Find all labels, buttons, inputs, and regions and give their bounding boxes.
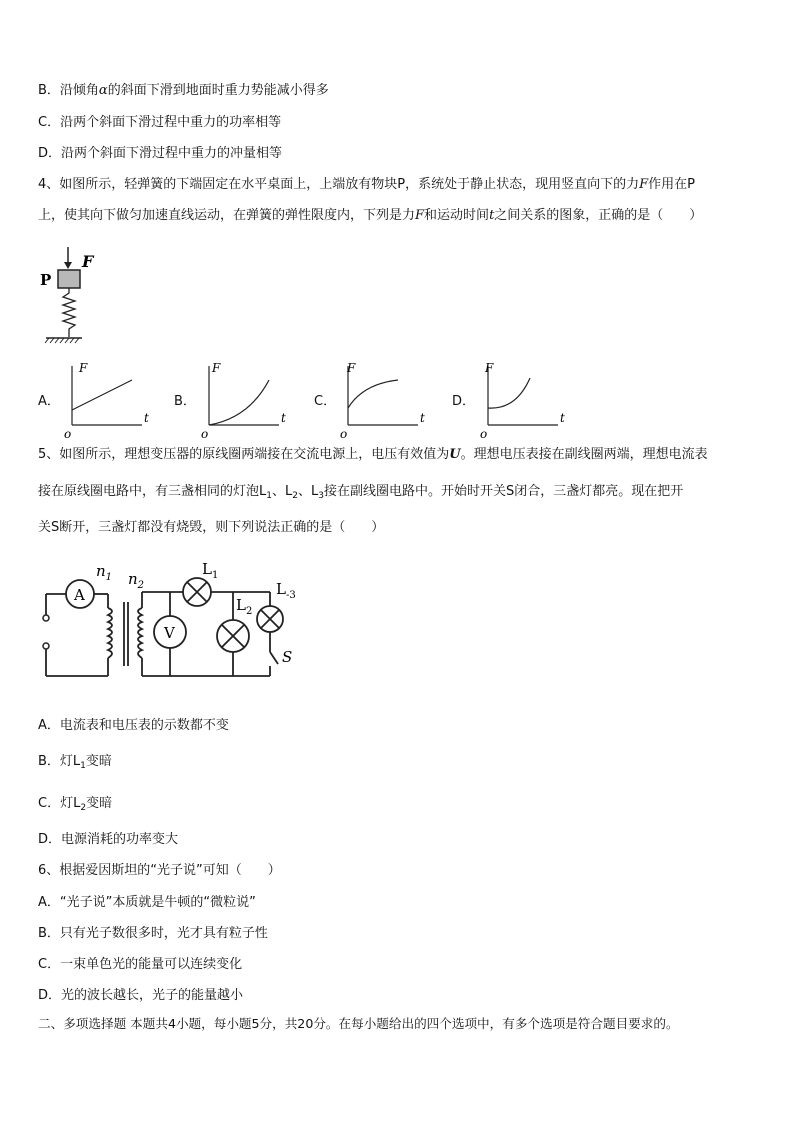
q5-stem-line1: 5、如图所示，理想变压器的原线圈两端接在交流电源上，电压有效值为U。理想电压表接在副线圈两端，理想电流表: [38, 447, 708, 462]
q5-stem-line3: 关S断开，三盏灯都没有烧毁，则下列说法正确的是（ ）: [38, 520, 385, 535]
section-2-heading: 二、多项选择题 本题共4小题，每小题5分，共20分。在每小题给出的四个选项中，有多个选项是符合题目要求的。: [38, 1016, 679, 1031]
block-label-p: P: [40, 271, 52, 289]
q4-graph-d: [478, 360, 578, 440]
q6-stem: 6、根据爱因斯坦的“光子说”可知（ ）: [38, 863, 281, 878]
q5-option-c: C．灯$L_2$变暗: [38, 796, 113, 813]
q5-option-b: B．灯$L_1$变暗: [38, 754, 112, 771]
q6-option-a: A．“光子说”本质就是牛顿的“微粒说”: [38, 895, 256, 910]
svg-text:n1: $n_1$: [96, 562, 113, 583]
svg-text:L1: $L_1$: [202, 560, 219, 581]
q5-option-d: D．电源消耗的功率变大: [38, 832, 179, 847]
q4-option-a-label: A．: [38, 394, 60, 409]
block-p: [58, 270, 80, 288]
q6-option-b: B．只有光子数很多时，光才具有粒子性: [38, 926, 268, 941]
q4-option-d-label: D．: [452, 394, 476, 409]
q4-graph-c: [338, 360, 438, 440]
svg-text:V: V: [164, 624, 175, 642]
svg-text:o: o: [201, 427, 209, 441]
lamp-l3: [257, 606, 283, 632]
q4-option-b-label: B．: [174, 394, 196, 409]
svg-text:F: F: [79, 361, 88, 375]
q5-stem-line2: 接在原线圈电路中，有三盏相同的灯泡$L_1$、$L_2$、$L_3$接在副线圈电路中。开始时开关S闭合，三盏灯都亮。现在把开: [38, 484, 684, 501]
svg-text:t: t: [144, 411, 149, 425]
svg-text:L-3: $L_{-3}$: [276, 580, 296, 601]
q4-graph-a: [62, 360, 162, 440]
q5-option-a: A．电流表和电压表的示数都不变: [38, 718, 229, 733]
svg-text:F: F: [212, 361, 221, 375]
q3-option-b: B．沿倾角α的斜面下滑到地面时重力势能减小得多: [38, 83, 329, 98]
q6-option-c: C．一束单色光的能量可以连续变化: [38, 957, 243, 972]
q3-option-c: C．沿两个斜面下滑过程中重力的功率相等: [38, 115, 282, 130]
graph-b-curve: [209, 380, 269, 425]
switch-s: [270, 652, 278, 664]
svg-text:n2: $n_2$: [128, 570, 145, 591]
svg-text:t: t: [281, 411, 286, 425]
spring-block-figure: [36, 245, 106, 350]
q6-option-d: D．光的波长越长，光子的能量越小: [38, 988, 244, 1003]
svg-text:F: F: [485, 361, 494, 375]
q4-stem-line2: 上，使其向下做匀加速直线运动，在弹簧的弹性限度内，下列是力F和运动时间t之间关系的图象，正确的是（ ）: [38, 208, 703, 223]
secondary-coil: [138, 608, 142, 658]
svg-text:A: A: [74, 586, 85, 604]
svg-text:L2: $L_2$: [236, 596, 253, 617]
svg-text:o: o: [480, 427, 488, 441]
q4-option-c-label: C．: [314, 394, 337, 409]
source-terminal-top: [43, 615, 49, 621]
force-label-f: F: [82, 252, 94, 271]
svg-text:o: o: [64, 427, 72, 441]
lamp-l1: [183, 578, 211, 606]
svg-text:S: S: [282, 648, 293, 666]
q4-stem-line1: 4、如图所示，轻弹簧的下端固定在水平桌面上，上端放有物块P，系统处于静止状态，现用竖直向下的力F作用在P: [38, 177, 695, 192]
source-terminal-bottom: [43, 643, 49, 649]
primary-coil: [108, 608, 112, 658]
svg-text:t: t: [420, 411, 425, 425]
svg-text:F: F: [347, 361, 356, 375]
q3-option-d: D．沿两个斜面下滑过程中重力的冲量相等: [38, 146, 283, 161]
svg-text:o: o: [340, 427, 348, 441]
graph-a-curve: [72, 380, 132, 410]
svg-text:t: t: [560, 411, 565, 425]
lamp-l2: [217, 620, 249, 652]
q4-graph-b: [199, 360, 299, 440]
spring: [63, 288, 75, 337]
transformer-circuit-diagram: [38, 558, 308, 683]
graph-c-curve: [348, 380, 398, 408]
graph-d-curve: [488, 378, 530, 408]
